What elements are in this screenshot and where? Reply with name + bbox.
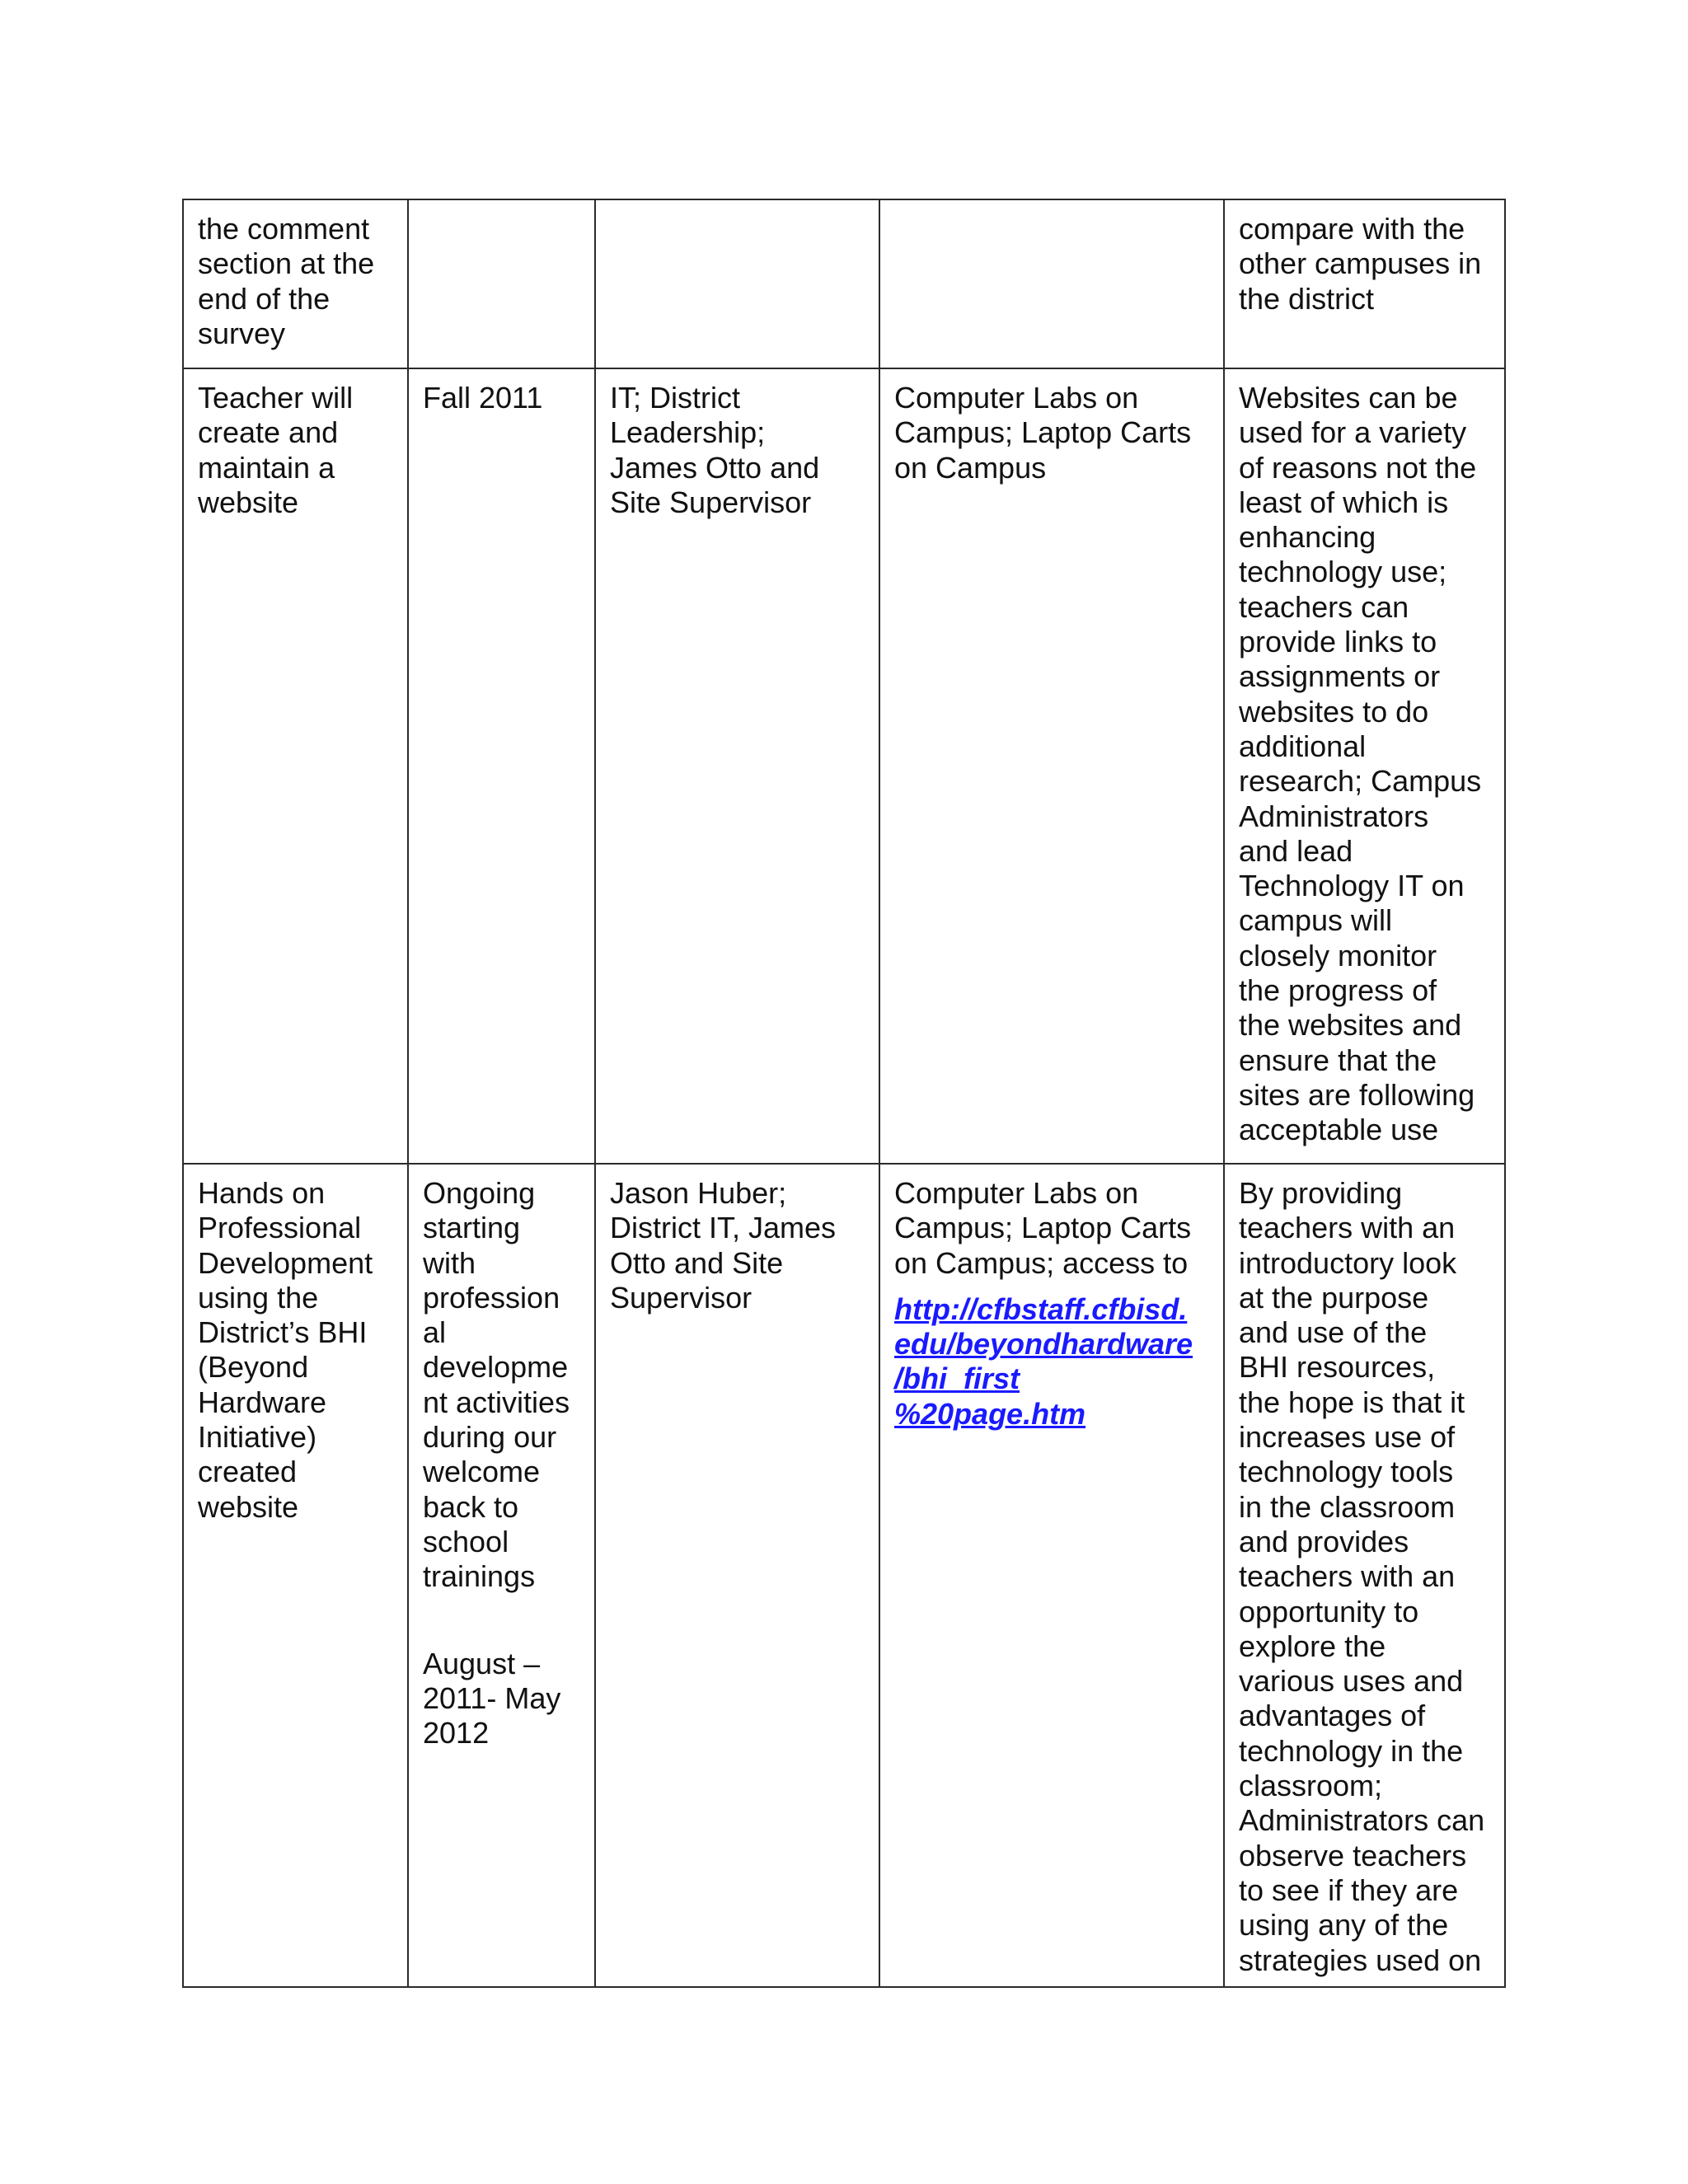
- cell-line: observe teachers: [1239, 1838, 1467, 1872]
- cell-line: welcome: [423, 1455, 541, 1489]
- cell-line: 2011- May: [423, 1680, 561, 1715]
- table-row: [183, 1164, 1505, 1987]
- cell-line: trainings: [423, 1559, 536, 1594]
- cell-line: profession: [423, 1280, 560, 1315]
- cell-line: Computer Labs on: [894, 1176, 1139, 1210]
- cell-line: teachers with an: [1239, 1211, 1456, 1245]
- link-line[interactable]: http://cfbstaff.cfbisd.: [894, 1291, 1188, 1326]
- cell-line: and provides: [1239, 1524, 1409, 1558]
- plan-table: [182, 199, 1506, 1988]
- cell-timeline: [408, 1164, 595, 1987]
- cell-line: the comment: [198, 212, 370, 246]
- cell-line: Websites can be: [1239, 381, 1458, 415]
- cell-line: District IT, James: [610, 1211, 837, 1245]
- cell-line: with: [423, 1245, 476, 1280]
- cell-line: Leadership;: [610, 415, 766, 450]
- cell-line: 2012: [423, 1716, 490, 1750]
- cell-resources: [879, 199, 1224, 368]
- link-line[interactable]: /bhi_first: [894, 1361, 1020, 1396]
- cell-line: and lead: [1239, 833, 1353, 868]
- cell-line: website: [198, 485, 299, 519]
- cell-activity: [183, 1164, 408, 1987]
- cell-line: Campus; Laptop Carts: [894, 415, 1192, 450]
- cell-line: website: [198, 1489, 299, 1524]
- link-line[interactable]: %20page.htm: [894, 1396, 1086, 1431]
- cell-line: survey: [198, 316, 286, 350]
- cell-evaluation: [1224, 1164, 1505, 1987]
- cell-line: of reasons not the: [1239, 450, 1477, 485]
- cell-line: Fall 2011: [423, 381, 543, 415]
- cell-line: advantages of: [1239, 1699, 1426, 1733]
- cell-line: increases use of: [1239, 1420, 1456, 1455]
- cell-line: Campus; Laptop Carts: [894, 1211, 1192, 1245]
- cell-line: Otto and Site: [610, 1245, 784, 1280]
- cell-line: used for a variety: [1239, 415, 1467, 450]
- cell-line: various uses and: [1239, 1664, 1464, 1699]
- cell-line: introductory look: [1239, 1245, 1457, 1280]
- cell-line: (Beyond: [198, 1350, 309, 1385]
- cell-line: back to: [423, 1489, 519, 1524]
- cell-line: enhancing: [1239, 520, 1376, 555]
- cell-line: al: [423, 1315, 447, 1350]
- cell-line: Site Supervisor: [610, 485, 812, 519]
- cell-line: closely monitor: [1239, 938, 1437, 972]
- cell-line: Administrators: [1239, 799, 1429, 833]
- cell-line: Computer Labs on: [894, 381, 1139, 415]
- cell-line: BHI resources,: [1239, 1350, 1436, 1385]
- cell-line: Supervisor: [610, 1280, 753, 1315]
- cell-line: campus will: [1239, 903, 1393, 938]
- cell-line: least of which is: [1239, 485, 1449, 519]
- cell-line: technology tools: [1239, 1455, 1454, 1489]
- cell-line: research; Campus: [1239, 764, 1482, 799]
- cell-resources: [879, 1164, 1224, 1987]
- cell-line: By providing: [1239, 1176, 1403, 1210]
- cell-line: create and: [198, 415, 339, 450]
- cell-line: the district: [1239, 281, 1375, 316]
- cell-line: Initiative): [198, 1420, 317, 1455]
- cell-line: on Campus; access to: [894, 1245, 1189, 1280]
- cell-line: to see if they are: [1239, 1872, 1459, 1907]
- bhi-website-link[interactable]: [894, 1292, 1210, 1432]
- cell-line: Hardware: [198, 1385, 327, 1419]
- cell-line: Administrators can: [1239, 1803, 1485, 1838]
- cell-line: District’s BHI: [198, 1315, 368, 1350]
- cell-responsible: [595, 199, 879, 368]
- table-row: [183, 368, 1505, 1164]
- cell-line: websites to do: [1239, 694, 1429, 729]
- cell-line: Teacher will: [198, 381, 354, 415]
- cell-line: additional: [1239, 729, 1367, 763]
- cell-line: Technology IT on: [1239, 869, 1465, 903]
- cell-line: compare with the: [1239, 212, 1465, 246]
- cell-line: August –: [423, 1646, 541, 1680]
- cell-line: Development: [198, 1245, 373, 1280]
- cell-line: explore the: [1239, 1629, 1386, 1663]
- cell-line: assignments or: [1239, 659, 1441, 694]
- cell-timeline: [408, 368, 595, 1164]
- cell-line: Ongoing: [423, 1176, 536, 1210]
- cell-line: classroom;: [1239, 1769, 1383, 1803]
- cell-line: in the classroom: [1239, 1489, 1456, 1524]
- cell-responsible: [595, 368, 879, 1164]
- cell-line: acceptable use: [1239, 1113, 1439, 1147]
- cell-line: Professional: [198, 1211, 362, 1245]
- paragraph-gap: [423, 1595, 581, 1647]
- cell-line: the hope is that it: [1239, 1385, 1465, 1419]
- cell-line: during our: [423, 1420, 557, 1455]
- cell-line: nt activities: [423, 1385, 570, 1419]
- cell-line: Hands on: [198, 1176, 326, 1210]
- cell-line: starting: [423, 1211, 521, 1245]
- cell-activity: [183, 368, 408, 1164]
- cell-evaluation: [1224, 199, 1505, 368]
- cell-line: end of the: [198, 281, 331, 316]
- cell-line: ensure that the: [1239, 1043, 1437, 1077]
- cell-line: the websites and: [1239, 1008, 1462, 1043]
- cell-line: created: [198, 1455, 298, 1489]
- cell-line: on Campus: [894, 450, 1047, 485]
- cell-line: maintain a: [198, 450, 335, 485]
- cell-line: school: [423, 1524, 509, 1558]
- cell-line: the progress of: [1239, 973, 1437, 1008]
- cell-line: section at the: [198, 246, 375, 281]
- cell-line: Jason Huber;: [610, 1176, 787, 1210]
- link-line[interactable]: edu/beyondhardware: [894, 1327, 1193, 1361]
- cell-line: other campuses in: [1239, 246, 1482, 281]
- cell-line: teachers with an: [1239, 1559, 1456, 1594]
- cell-line: sites are following: [1239, 1077, 1475, 1112]
- cell-line: IT; District: [610, 381, 740, 415]
- cell-line: using the: [198, 1280, 319, 1315]
- cell-line: at the purpose: [1239, 1280, 1429, 1315]
- cell-resources: [879, 368, 1224, 1164]
- cell-line: and use of the: [1239, 1315, 1428, 1350]
- cell-evaluation: [1224, 368, 1505, 1164]
- cell-responsible: [595, 1164, 879, 1987]
- cell-line: opportunity to: [1239, 1594, 1419, 1629]
- cell-line: provide links to: [1239, 625, 1437, 659]
- cell-line: using any of the: [1239, 1908, 1449, 1943]
- cell-line: technology use;: [1239, 555, 1447, 589]
- cell-line: teachers can: [1239, 589, 1409, 624]
- cell-line: technology in the: [1239, 1733, 1464, 1768]
- cell-activity: [183, 199, 408, 368]
- cell-line: strategies used on: [1239, 1943, 1482, 1977]
- cell-line: developme: [423, 1350, 569, 1385]
- cell-timeline: [408, 199, 595, 368]
- table-row: [183, 199, 1505, 368]
- cell-line: James Otto and: [610, 450, 820, 485]
